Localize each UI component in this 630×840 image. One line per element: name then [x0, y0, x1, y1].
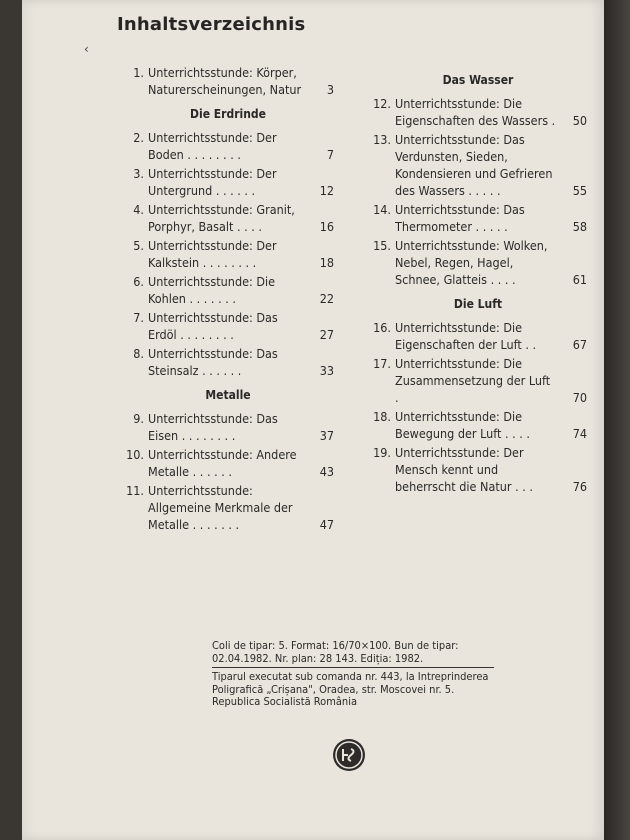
toc-entry [122, 309, 334, 343]
section-heading: Die Luft [453, 297, 503, 311]
toc-entry-title: Unterrichtsstunde: Allgemeine Merkmale der Metalle . . . . . . . [148, 483, 293, 532]
toc-entry-page: 18 [319, 255, 334, 270]
toc-entry-number: 13. [373, 132, 391, 147]
toc-entry-number: 2. [133, 130, 144, 145]
toc-entry-page: 12 [319, 183, 334, 198]
toc-entry-page: 16 [319, 219, 334, 234]
toc-entry-page: 50 [572, 113, 587, 128]
toc-entry-number: 19. [373, 445, 391, 460]
ink-mark: ‹ [84, 42, 89, 56]
toc-entry-page: 67 [572, 337, 587, 352]
toc-entry-title: Unterrichtsstunde: Der Boden . . . . . . . . [148, 130, 277, 162]
toc-entry [369, 237, 587, 288]
toc-entry-page: 22 [319, 291, 334, 306]
toc-entry-title: Unterrichtsstunde: Der Mensch kennt und beherrscht die Natur . . . [395, 445, 533, 494]
toc-entry [369, 355, 587, 406]
toc-entry-number: 3. [133, 166, 144, 181]
toc-entry-page: 58 [572, 219, 587, 234]
toc-entry-title: Unterrichtsstunde: Das Eisen . . . . . . . . [148, 411, 278, 443]
toc-entry-page: 7 [326, 147, 334, 162]
toc-entry-title: Unterrichtsstunde: Die Zusammensetzung der Luft . [395, 356, 551, 405]
toc-entry-page: 47 [319, 517, 334, 532]
toc-entry-number: 9. [133, 411, 144, 426]
toc-entry [122, 201, 334, 235]
toc-entry-number: 10. [126, 447, 144, 462]
toc-entry [122, 482, 334, 533]
toc-entry-title: Unterrichtsstunde: Der Untergrund . . . . . . [148, 166, 277, 198]
toc-entry [122, 273, 334, 307]
toc-entry [122, 237, 334, 271]
imprint-block [212, 640, 494, 709]
toc-entry-number: 12. [373, 96, 391, 111]
toc-entry [122, 64, 334, 98]
toc-entry-number: 7. [133, 310, 144, 325]
toc-entry-page: 76 [572, 479, 587, 494]
toc-entry-title: Unterrichtsstunde: Die Kohlen . . . . . . . [148, 274, 276, 306]
toc-entry-number: 4. [133, 202, 144, 217]
toc-entry-page: 74 [572, 426, 587, 441]
toc-entry-page: 61 [572, 272, 587, 287]
toc-entry-title: Unterrichtsstunde: Die Eigenschaften des Wassers . [395, 96, 556, 128]
toc-entry-page: 27 [319, 327, 334, 342]
toc-entry-number: 14. [373, 202, 391, 217]
toc-entry [122, 410, 334, 444]
toc-entry [122, 165, 334, 199]
imprint-line-country: Republica Socialistă România [212, 695, 358, 708]
toc-entry-title: Unterrichtsstunde: Die Bewegung der Luft . . . . [395, 409, 530, 441]
toc-entry-number: 11. [126, 483, 144, 498]
toc-entry-title: Unterrichtsstunde: Andere Metalle . . . . . . [148, 447, 297, 479]
toc-entry-number: 15. [373, 238, 391, 253]
toc-entry-page: 55 [572, 183, 587, 198]
toc-entry [369, 444, 587, 495]
toc-entry-page: 70 [572, 390, 587, 405]
toc-entry-title: Unterrichtsstunde: Das Steinsalz . . . . . . [148, 346, 278, 378]
toc-entry-number: 1. [133, 65, 144, 80]
toc-entry-title: Unterrichtsstunde: Das Erdöl . . . . . . . . [148, 310, 278, 342]
toc-entry-number: 18. [373, 409, 391, 424]
toc-entry-page: 33 [319, 363, 334, 378]
toc-entry-page: 43 [319, 464, 334, 479]
toc-entry [369, 319, 587, 353]
book-page [22, 0, 604, 840]
toc-entry-number: 5. [133, 238, 144, 253]
toc-entry-title: Unterrichtsstunde: Die Eigenschaften der Luft . . [395, 320, 537, 352]
imprint-divider [212, 667, 494, 668]
toc-entry-title: Unterrichtsstunde: Das Verdunsten, Sieden, Kondensieren und Gefrieren des Wassers . . . . . [395, 132, 553, 198]
toc-entry-title: Unterrichtsstunde: Der Kalkstein . . . . . . . . [148, 238, 277, 270]
toc-entry-title: Unterrichtsstunde: Granit, Porphyr, Basalt . . . . [148, 202, 295, 234]
toc-entry [369, 95, 587, 129]
toc-right-column [369, 64, 587, 497]
toc-entry-number: 17. [373, 356, 391, 371]
toc-entry [122, 345, 334, 379]
toc-entry-page: 3 [326, 82, 334, 97]
toc-entry-number: 8. [133, 346, 144, 361]
toc-entry-title: Unterrichtsstunde: Das Thermometer . . . . . [395, 202, 525, 234]
imprint-line-printer: Tiparul executat sub comanda nr. 443, la Intreprinderea Poligrafică „Crișana", Oradea, str. Moscovei nr. 5. [212, 670, 489, 696]
toc-left-column [122, 64, 334, 535]
toc-entry [369, 408, 587, 442]
toc-entry [122, 446, 334, 480]
section-heading: Metalle [205, 388, 251, 402]
toc-entry-number: 16. [373, 320, 391, 335]
toc-entry-title: Unterrichtsstunde: Körper, Naturerscheinungen, Natur [148, 65, 302, 97]
toc-entry-number: 6. [133, 274, 144, 289]
toc-entry [369, 201, 587, 235]
toc-entry [122, 129, 334, 163]
imprint-line-print-data: Coli de tipar: 5. Format: 16/70×100. Bun de tipar: 02.04.1982. Nr. plan: 28 143. Ediția: 1982. [212, 639, 459, 665]
printer-logo-icon [333, 739, 365, 771]
toc-entry-page: 37 [319, 428, 334, 443]
page-edge-shadow [604, 0, 630, 840]
toc-entry [369, 131, 587, 199]
page-title: Inhaltsverzeichnis [117, 14, 306, 35]
section-heading: Das Wasser [442, 73, 514, 87]
toc-entry-title: Unterrichtsstunde: Wolken, Nebel, Regen, Hagel, Schnee, Glatteis . . . . [395, 238, 548, 287]
section-heading: Die Erdrinde [190, 107, 266, 121]
